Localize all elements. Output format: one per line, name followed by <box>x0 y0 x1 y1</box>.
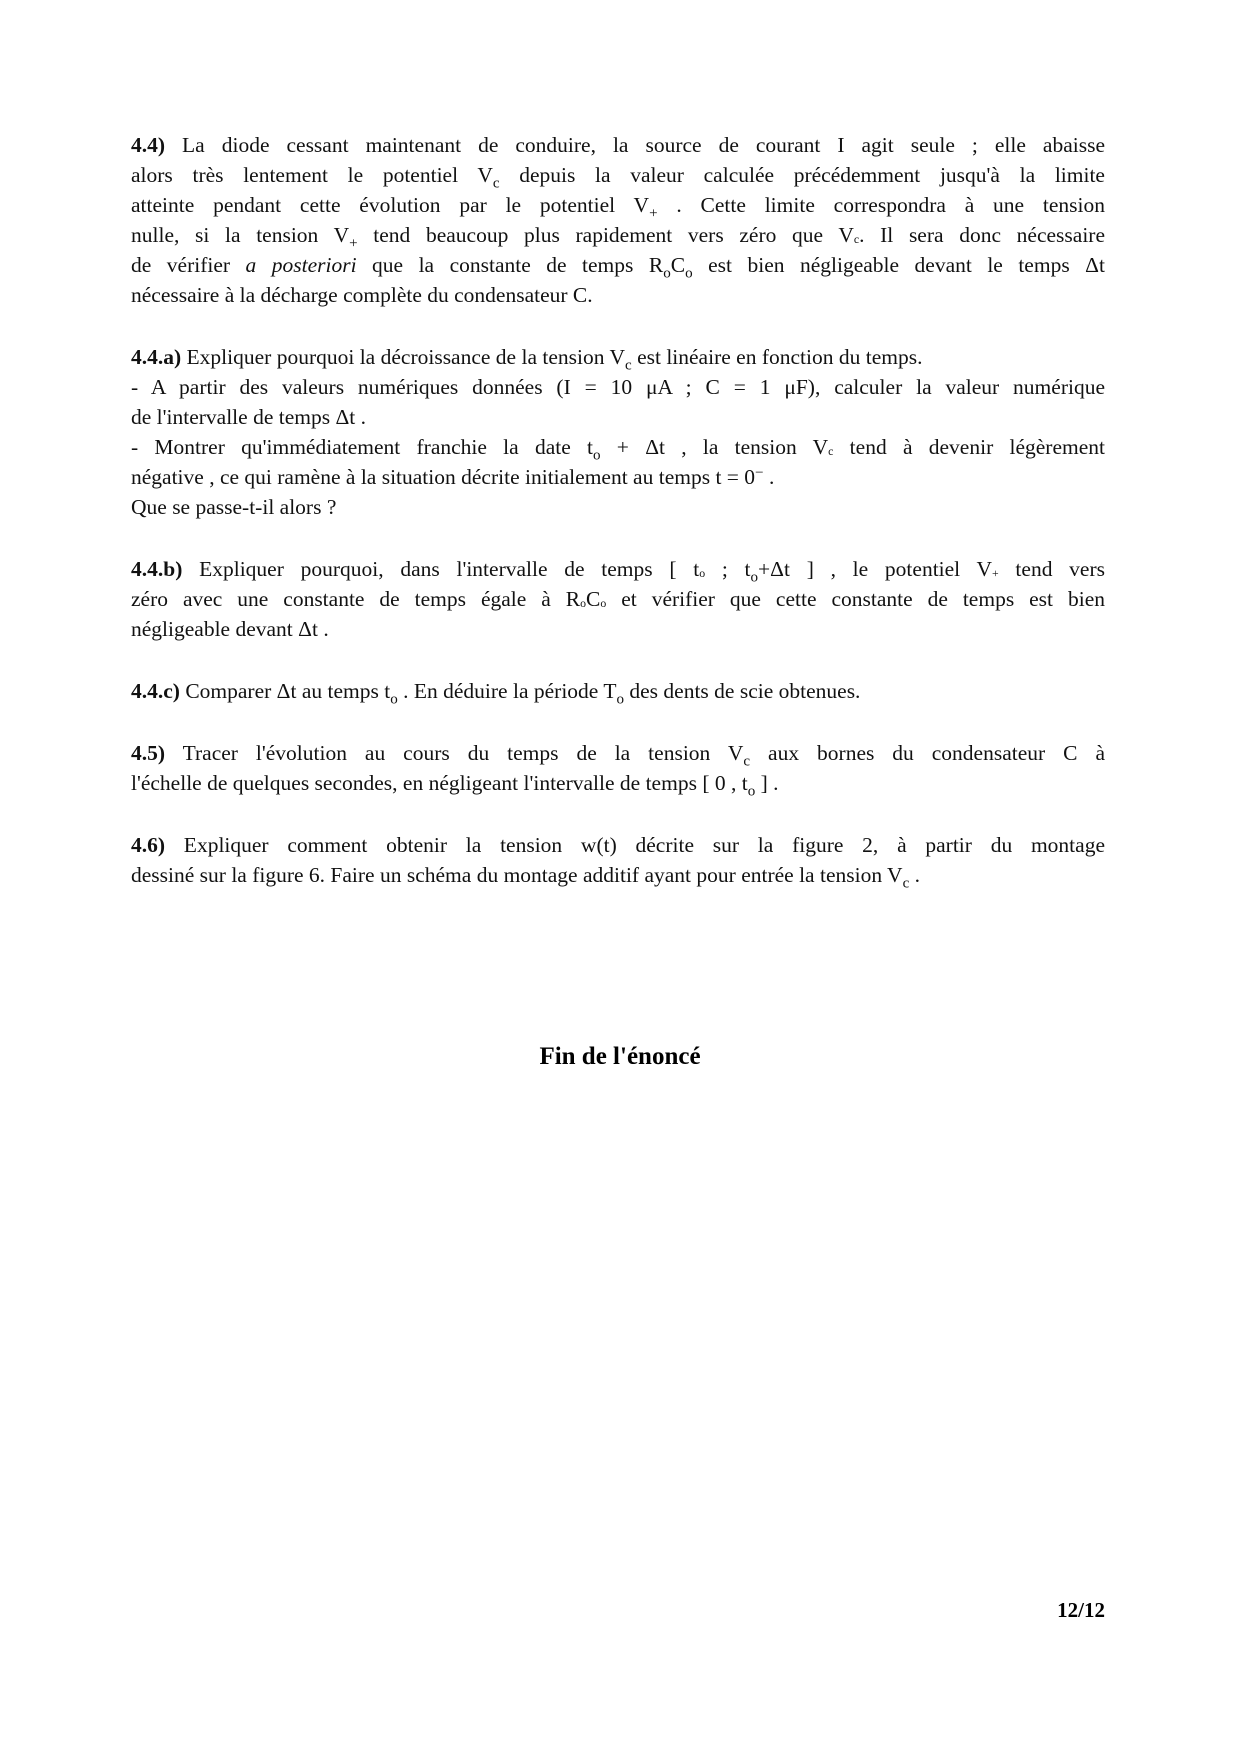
text-span: La diode cessant maintenant de conduire, la source de courant I agit seule ; elle abaisse <box>165 133 1105 157</box>
subscript: o <box>616 691 624 708</box>
text-span: Expliquer pourquoi la décroissance de la tension V <box>181 345 625 369</box>
text-span: . En déduire la période T <box>397 679 617 703</box>
text-span: zéro avec une constante de temps égale à R <box>131 587 581 611</box>
text-span: et vérifier que cette constante de temps est bien <box>606 587 1105 611</box>
text-span: aux bornes du condensateur C à <box>750 741 1105 765</box>
text-span: de l'intervalle de temps Δt . <box>131 405 367 429</box>
section-4-6 <box>131 830 1105 890</box>
text-line <box>131 584 1105 614</box>
subscript: o <box>580 596 587 611</box>
text-span: Tracer l'évolution au cours du temps de la tension V <box>165 741 744 765</box>
text-line <box>131 492 1105 522</box>
text-span: tend à devenir légèrement <box>833 435 1105 459</box>
text-span: C <box>586 587 601 611</box>
text-line <box>131 676 1105 706</box>
text-line <box>131 402 1105 432</box>
text-span: l'échelle de quelques secondes, en négligeant l'intervalle de temps [ 0 , t <box>131 771 748 795</box>
text-span: C <box>670 253 686 277</box>
subscript: + <box>992 566 999 581</box>
section-4-5 <box>131 738 1105 798</box>
subscript: c <box>743 753 751 770</box>
subscript: o <box>593 447 601 464</box>
text-line <box>131 554 1105 584</box>
text-line <box>131 860 1105 890</box>
subscript: o <box>699 566 706 581</box>
subscript: c <box>492 175 500 192</box>
text-span: tend vers <box>998 557 1105 581</box>
text-span: atteinte pendant cette évolution par le potentiel V <box>131 193 650 217</box>
text-span: des dents de scie obtenues. <box>624 679 861 703</box>
text-span: dessiné sur la figure 6. Faire un schéma du montage additif ayant pour entrée la tension V <box>131 863 903 887</box>
text-line <box>131 768 1105 798</box>
subscript: + <box>349 235 358 252</box>
subscript: o <box>685 265 693 282</box>
text-span: Que se passe-t-il alors ? <box>131 495 337 519</box>
text-line <box>131 432 1105 462</box>
document-body <box>131 130 1105 922</box>
text-line <box>131 280 1105 310</box>
section-4-4 <box>131 130 1105 310</box>
text-span: Expliquer pourquoi, dans l'intervalle de temps [ t <box>182 557 700 581</box>
text-span: est linéaire en fonction du temps. <box>631 345 923 369</box>
section-label: 4.4.c) <box>131 679 180 703</box>
text-line <box>131 614 1105 644</box>
subscript: o <box>747 783 756 800</box>
text-span: - Montrer qu'immédiatement franchie la date t <box>131 435 594 459</box>
text-span: ; t <box>705 557 751 581</box>
text-line <box>131 342 1105 372</box>
section-label: 4.5) <box>131 741 166 765</box>
superscript: − <box>755 465 764 482</box>
section-4-4-b <box>131 554 1105 644</box>
subscript: + <box>649 205 658 222</box>
text-span: . Il sera donc nécessaire <box>859 223 1105 247</box>
subscript: o <box>390 691 398 708</box>
end-of-statement-title: Fin de l'énoncé <box>539 1043 701 1070</box>
text-line <box>131 462 1105 492</box>
text-span: . Cette limite correspondra à une tension <box>657 193 1105 217</box>
text-span: + Δt , la tension V <box>600 435 829 459</box>
text-span: . <box>909 863 921 887</box>
text-span: Comparer Δt au temps t <box>179 679 391 703</box>
text-line <box>131 190 1105 220</box>
text-span: nécessaire à la décharge complète du condensateur C. <box>131 283 593 307</box>
section-4-4-c <box>131 676 1105 706</box>
text-span: nulle, si la tension V <box>131 223 350 247</box>
text-span: . <box>763 465 775 489</box>
section-label: 4.4.b) <box>131 557 183 581</box>
text-span: est bien négligeable devant le temps Δt <box>692 253 1105 277</box>
text-line <box>131 160 1105 190</box>
text-line <box>131 830 1105 860</box>
subscript: c <box>828 444 834 459</box>
subscript: c <box>902 875 910 892</box>
text-line <box>131 130 1105 160</box>
subscript: c <box>625 357 632 374</box>
text-span: depuis la valeur calculée précédemment jusqu'à la limite <box>499 163 1105 187</box>
text-line <box>131 250 1105 280</box>
text-line <box>131 220 1105 250</box>
text-span: ] . <box>755 771 779 795</box>
subscript: c <box>853 232 860 247</box>
section-label: 4.6) <box>131 833 166 857</box>
text-span: Expliquer comment obtenir la tension w(t) décrite sur la figure 2, à partir du montage <box>165 833 1105 857</box>
subscript: o <box>663 265 671 282</box>
subscript: o <box>600 596 607 611</box>
text-span: tend beaucoup plus rapidement vers zéro que V <box>357 223 854 247</box>
text-span: négative , ce qui ramène à la situation décrite initialement au temps t = 0 <box>131 465 756 489</box>
section-label: 4.4) <box>131 133 166 157</box>
text-span: que la constante de temps R <box>356 253 664 277</box>
italic-term: a posteriori <box>245 253 357 277</box>
text-span: - A partir des valeurs numériques données (I = 10 μA ; C = 1 μF), calculer la valeur numérique <box>131 375 1105 399</box>
section-label: 4.4.a) <box>131 345 182 369</box>
text-line <box>131 372 1105 402</box>
section-4-4-a <box>131 342 1105 522</box>
subscript: o <box>750 569 759 586</box>
text-span: +Δt ] , le potentiel V <box>758 557 993 581</box>
text-span: de vérifier <box>131 253 246 277</box>
text-span: négligeable devant Δt . <box>131 617 329 641</box>
page-number: 12/12 <box>1057 1598 1105 1622</box>
text-span: alors très lentement le potentiel V <box>131 163 493 187</box>
text-line <box>131 738 1105 768</box>
